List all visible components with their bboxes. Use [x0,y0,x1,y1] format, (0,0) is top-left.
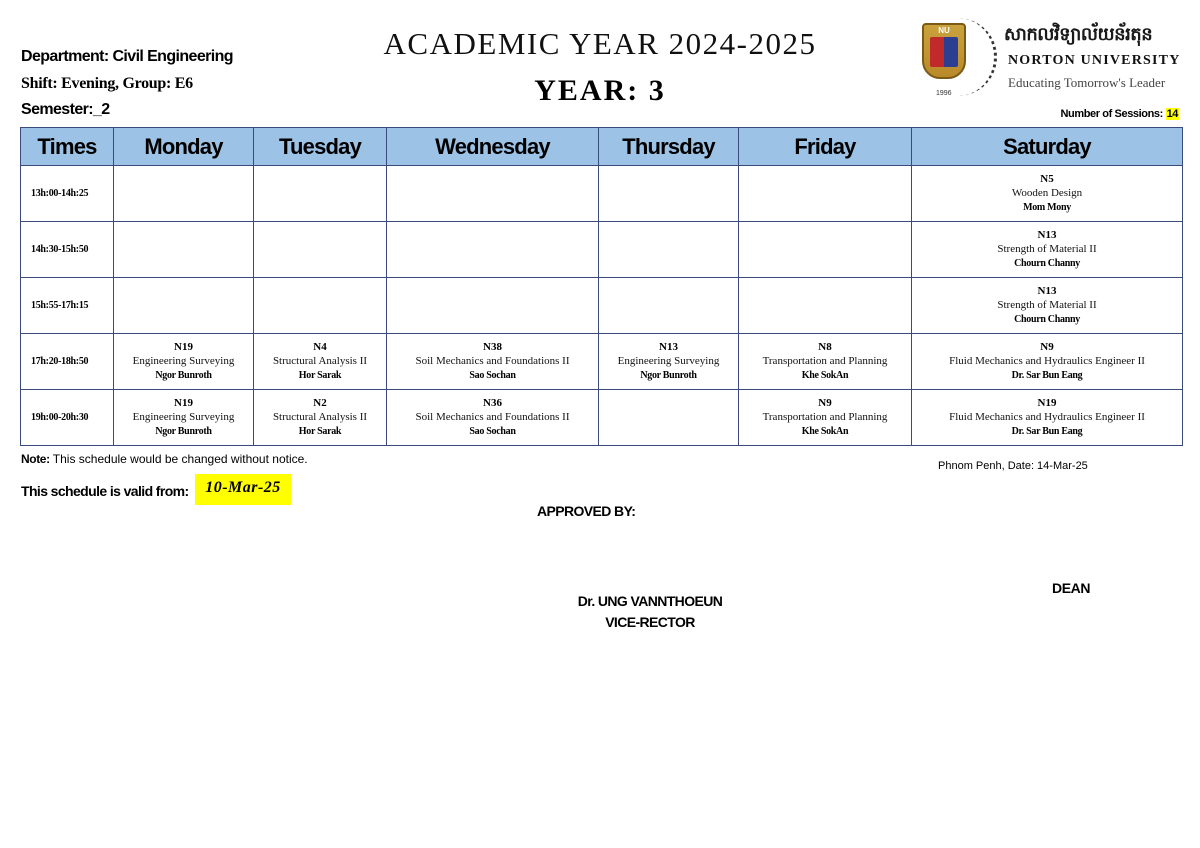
class-cell-thursday [599,278,739,334]
class-cell-monday [114,222,254,278]
subject-name: Fluid Mechanics and Hydraulics Engineer II [949,355,1145,367]
lecturer-name: Chourn Channy [1014,258,1080,269]
table-row [21,222,1183,278]
note-label: Note: [21,452,50,466]
number-of-sessions [1060,108,1179,120]
dotted-arc-decoration [942,18,997,96]
signatory-title: VICE-RECTOR [605,614,695,630]
room-number: N19 [174,397,193,409]
column-header-tuesday: Tuesday [254,128,387,166]
university-logo [918,20,1180,100]
column-header-monday: Monday [114,128,254,166]
subject-name: Engineering Surveying [617,355,720,367]
lecturer-name: Dr. Sar Bun Eang [1011,426,1083,437]
department-label: Department: Civil Engineering [21,48,233,65]
university-name-english: NORTON UNIVERSITY [1008,53,1181,68]
lecturer-name: Ngor Bunroth [155,426,212,437]
room-number: N9 [818,397,832,409]
class-cell-tuesday [254,334,387,390]
room-number: N4 [313,341,327,353]
room-number: N38 [483,341,502,353]
sessions-label: Number of Sessions: [1060,108,1163,120]
room-number: N19 [1037,397,1057,409]
shield-initials: NU [938,26,950,35]
room-number: N13 [659,341,678,353]
lecturer-name: Hor Sarak [298,426,342,437]
table-row [21,390,1183,446]
room-number: N9 [1040,341,1054,353]
schedule-table [20,127,1183,446]
room-number: N5 [1040,173,1054,185]
valid-from-label: This schedule is valid from: [21,483,189,499]
subject-name: Fluid Mechanics and Hydraulics Engineer II [949,411,1145,423]
subject-name: Wooden Design [1011,187,1083,199]
time-slot: 15h:55-17h:15 [21,278,114,334]
subject-name: Transportation and Planning [762,411,888,423]
class-cell-thursday [599,334,739,390]
class-cell-wednesday [387,166,599,222]
column-header-thursday: Thursday [599,128,739,166]
established-year: 1996 [936,90,952,97]
subject-name: Strength of Material II [997,299,1097,311]
class-cell-wednesday [387,222,599,278]
room-number: N13 [1037,285,1057,297]
class-cell-monday [114,278,254,334]
year-title: YEAR: 3 [534,74,666,107]
class-cell-tuesday [254,390,387,446]
class-cell-tuesday [254,222,387,278]
subject-name: Structural Analysis II [272,411,368,423]
time-slot: 13h:00-14h:25 [21,166,114,222]
subject-name: Structural Analysis II [272,355,368,367]
column-header-saturday: Saturday [912,128,1183,166]
subject-name: Soil Mechanics and Foundations II [415,355,570,367]
room-number: N13 [1037,229,1057,241]
class-cell-thursday [599,222,739,278]
room-number: N19 [174,341,193,353]
subject-name: Strength of Material II [997,243,1097,255]
room-number: N2 [313,397,327,409]
class-cell-wednesday [387,390,599,446]
table-header-row [21,128,1183,166]
class-cell-monday [114,390,254,446]
table-row [21,334,1183,390]
issue-date: Phnom Penh, Date: 14-Mar-25 [938,460,1088,472]
lecturer-name: Ngor Bunroth [640,370,697,381]
lecturer-name: Ngor Bunroth [155,370,212,381]
valid-from-date: 10-Mar-25 [195,474,291,505]
signatory-name: Dr. UNG VANNTHOEUN [577,593,723,609]
dean-label: DEAN [1052,580,1091,596]
column-header-wednesday: Wednesday [387,128,599,166]
column-header-times: Times [21,128,114,166]
subject-name: Engineering Surveying [132,411,235,423]
class-cell-friday [739,390,912,446]
class-cell-saturday [912,390,1183,446]
class-cell-saturday [912,334,1183,390]
class-cell-tuesday [254,166,387,222]
lecturer-name: Sao Sochan [469,426,516,437]
table-row [21,166,1183,222]
class-cell-friday [739,222,912,278]
table-row [21,278,1183,334]
class-cell-monday [114,166,254,222]
shift-group-label: Shift: Evening, Group: E6 [21,75,193,92]
time-slot: 17h:20-18h:50 [21,334,114,390]
sessions-count: 14 [1166,108,1178,120]
university-name-khmer: សាកលវិទ្យាល័យន័រតុន [1004,24,1153,45]
class-cell-saturday [912,278,1183,334]
semester-label: Semester:_2 [21,101,110,118]
subject-name: Engineering Surveying [132,355,235,367]
class-cell-friday [739,278,912,334]
lecturer-name: Hor Sarak [298,370,342,381]
university-tagline: Educating Tomorrow's Leader [1008,75,1166,90]
lecturer-name: Khe SokAn [801,370,849,381]
subject-name: Soil Mechanics and Foundations II [415,411,570,423]
approved-by-label: APPROVED BY: [537,503,636,519]
lecturer-name: Mom Mony [1023,202,1071,213]
class-cell-thursday [599,166,739,222]
lecturer-name: Dr. Sar Bun Eang [1011,370,1083,381]
class-cell-friday [739,334,912,390]
lecturer-name: Khe SokAn [801,426,849,437]
academic-year-title: ACADEMIC YEAR 2024-2025 [383,26,817,61]
class-cell-monday [114,334,254,390]
time-slot: 14h:30-15h:50 [21,222,114,278]
time-slot: 19h:00-20h:30 [21,390,114,446]
lecturer-name: Sao Sochan [469,370,516,381]
subject-name: Transportation and Planning [762,355,888,367]
class-cell-wednesday [387,278,599,334]
schedule-note [21,452,308,466]
class-cell-tuesday [254,278,387,334]
column-header-friday: Friday [739,128,912,166]
class-cell-saturday [912,166,1183,222]
room-number: N36 [483,397,502,409]
lecturer-name: Chourn Channy [1014,314,1080,325]
class-cell-thursday [599,390,739,446]
note-text: This schedule would be changed without notice. [52,452,308,466]
class-cell-wednesday [387,334,599,390]
class-cell-friday [739,166,912,222]
room-number: N8 [818,341,832,353]
class-cell-saturday [912,222,1183,278]
